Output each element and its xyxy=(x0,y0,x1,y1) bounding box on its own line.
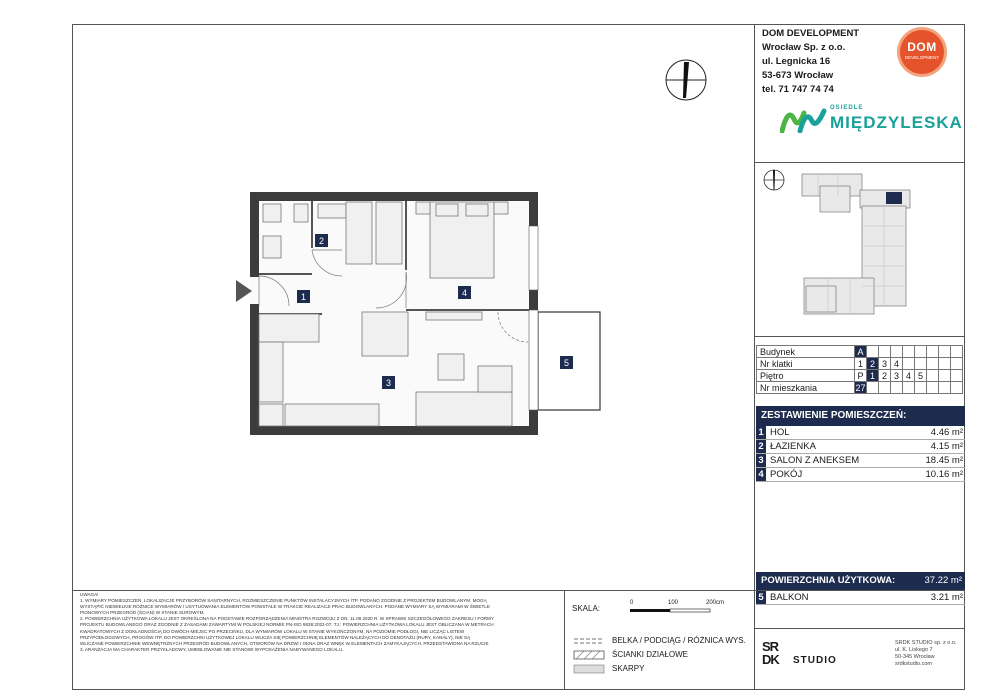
building-key-plan xyxy=(758,166,963,334)
room-number: 2 xyxy=(756,440,766,453)
notes-heading: UWAGA! xyxy=(80,592,99,597)
room-number: 3 xyxy=(756,454,766,467)
note-line: 3. ARANŻACJA MA CHARAKTER PRZYKŁADOWY, UMEBLOWANIE NIE STANOWI WYPOSAŻENIA NABYWANEGO LOKALU. xyxy=(80,646,344,652)
room-name: SALON Z ANEKSEM xyxy=(770,455,860,466)
floor-value: 5 xyxy=(915,370,927,382)
plan-label-2: 2 xyxy=(318,236,325,246)
header-divider xyxy=(754,162,965,163)
company-phone: tel. 71 747 74 74 xyxy=(762,84,834,95)
srdk-logo: SR DK xyxy=(762,639,779,667)
apartment-info-table xyxy=(756,345,963,394)
footer-divider-v xyxy=(564,590,565,690)
osiedle-small-text: OSIEDLE xyxy=(830,105,864,111)
room-number: 1 xyxy=(756,426,766,439)
scale-tick: 200cm xyxy=(706,600,725,606)
balcony-row xyxy=(756,591,965,605)
scale-block xyxy=(572,604,600,613)
balcony-name: BALKON xyxy=(770,592,809,603)
beam-legend-icon xyxy=(572,636,606,646)
room-row xyxy=(756,426,965,440)
building-label: Budynek xyxy=(757,346,855,358)
rooms-summary-title: ZESTAWIENIE POMIESZCZEŃ: xyxy=(756,406,965,426)
room-row xyxy=(756,454,965,468)
stair-value: 4 xyxy=(891,358,903,370)
osiedle-name: MIĘDZYLESKA xyxy=(830,113,963,132)
studio-address-line: srdkstudio.com xyxy=(895,661,932,667)
partition-legend-icon xyxy=(572,650,606,660)
keyplan-apartment-highlight xyxy=(886,192,902,204)
room-area: 4.46 m² xyxy=(930,427,963,438)
legend-partition: ŚCIANKI DZIAŁOWE xyxy=(612,650,689,659)
building-value: A xyxy=(855,346,867,358)
reveal-legend-icon xyxy=(572,664,606,674)
compass-icon xyxy=(664,58,708,102)
usable-area-value: 37.22 m² xyxy=(924,575,962,586)
floor-value: 3 xyxy=(891,370,903,382)
plan-label-3: 3 xyxy=(385,378,392,388)
room-area: 18.45 m² xyxy=(925,455,963,466)
balcony-area: 3.21 m² xyxy=(930,592,963,603)
usable-area-label: POWIERZCHNIA UŻYTKOWA: xyxy=(761,575,896,586)
scale-tick: 0 xyxy=(630,600,634,606)
studio-address xyxy=(895,640,956,668)
room-name: ŁAZIENKA xyxy=(770,441,816,452)
scale-tick: 100 xyxy=(668,600,679,606)
note-line: 2. POWIERZCHNIA UŻYTKOWA LOKALU JEST OKREŚLONA NA PODSTAWIE ROZPORZĄDZENIA MINISTRA ROZWOJU Z DN. 11.09.2020 R. W SPRAWIE SZCZEGÓŁOWEGO ZAKRESU I FORMY xyxy=(80,616,495,622)
usable-area-total xyxy=(756,572,965,590)
floor-value-selected: 1 xyxy=(867,370,879,382)
note-line: PROJEKTU BUDOWLANEGO ORAZ ZGODNIE Z ZASADAMI ZAWARTYMI W POLSKIEJ NORMIE PN-ISO 9836:2022-07, TJ.: POWIERZCHNIA UŻYTKOWA LOKALU JEST OBLICZANA W METRACH xyxy=(80,622,494,628)
wave-logo-icon xyxy=(780,105,828,133)
room-area: 10.16 m² xyxy=(925,469,963,480)
legend-reveal: SKARPY xyxy=(612,664,645,673)
scale-label: SKALA: xyxy=(572,604,601,613)
company-name: DOM DEVELOPMENT xyxy=(762,28,860,39)
note-line: KWADRATOWYCH Z DOKŁADNOŚCIĄ DO DWÓCH MIEJSC PO PRZECINKU, DLA WYMIARÓW LOKALU W STANIE WYKOŃCZONYM, NA POZIOMIE PODŁOGI, NIE LICZĄC LISTEW xyxy=(80,628,465,634)
note-line: 1. WYMIARY POMIESZCZEŃ, LOKALIZACJE PRZYBORÓW SANITARNYCH, ROZMIESZCZENIE PUNKTÓW INSTALACYJNYCH ITP. PODANO ZGODNIE Z PROJEKTEM BUDOWLANYM. MOGĄ xyxy=(80,598,487,604)
note-line: PIONOWYCH PRZEGRÓD (ŚCIAN) W STANIE SUROWYM. xyxy=(80,610,205,616)
room-area: 4.15 m² xyxy=(930,441,963,452)
note-line: WLICZANE POWIERZCHNIE WEWNĘTRZNYCH PRZEGRÓD BUDOWLANYCH, OTWORÓW NA DRZWI I OKNA ORAZ WNĘK W ELEMENTACH ZAMYKAJĄCYCH. PRZEDSTAWIONA NA RZUCIE xyxy=(80,640,489,646)
stair-value-selected: 2 xyxy=(867,358,879,370)
company-street: ul. Legnicka 16 xyxy=(762,56,831,67)
floor-value: 2 xyxy=(879,370,891,382)
note-line: PRZYPODŁOGOWYCH, PROGÓW ITP. DO POWIERZCHNI UŻYTKOWEJ LOKALU WLICZA SIĘ POWIERZCHNIĘ ELEMENTÓW NALEŻĄCYCH DO DENOTAŻU (RURY, KANAŁY), NIE SĄ xyxy=(80,634,471,640)
company-entity: Wrocław Sp. z o.o. xyxy=(762,42,846,53)
studio-name: STUDIO xyxy=(793,655,837,666)
dom-logo-text: DOM xyxy=(907,40,937,54)
floor-label: Piętro xyxy=(757,370,855,382)
floor-plan xyxy=(230,190,610,440)
apartment-number-value: 27 xyxy=(855,382,866,393)
scale-bar xyxy=(630,608,730,614)
plan-label-4: 4 xyxy=(461,288,468,298)
stair-value: 1 xyxy=(855,358,867,370)
company-city: 53-673 Wrocław xyxy=(762,70,834,81)
stair-label: Nr klatki xyxy=(757,358,855,370)
entrance-arrow-icon xyxy=(236,280,252,302)
plan-label-1: 1 xyxy=(300,292,307,302)
floor-value: P xyxy=(855,370,867,382)
apartment-number-label: Nr mieszkania xyxy=(757,382,855,394)
stair-value: 3 xyxy=(879,358,891,370)
notes-block xyxy=(80,592,560,653)
keyplan-compass-icon xyxy=(764,170,784,190)
room-number: 4 xyxy=(756,468,766,481)
plan-label-5: 5 xyxy=(563,358,570,368)
studio-divider xyxy=(754,628,965,629)
dom-logo-sub: DEVELOPMENT xyxy=(904,55,939,60)
studio-address-line: SRDK STUDIO sp. z o.o. xyxy=(895,640,957,646)
room-row xyxy=(756,440,965,454)
note-line: WYSTĄPIĆ NIEWIELKIE RÓŻNICE WYMIARÓW I USYTUOWANIA ELEMENTÓW POWSTAŁE W TRAKCIE REALIZACJI PRAC BUDOWLANYCH. PODANE WYMIARY SĄ WYMIARAMI W ŚWIETLE xyxy=(80,604,490,610)
room-name: POKÓJ xyxy=(770,469,803,480)
keyplan-divider xyxy=(754,336,965,337)
balcony-number: 5 xyxy=(756,591,766,604)
studio-address-line: ul. K. Liskego 7 xyxy=(895,647,933,653)
room-name: HOL xyxy=(770,427,790,438)
studio-address-line: 50-345 Wrocław xyxy=(895,654,935,660)
legend-beam: BELKA / PODCIĄG / RÓŻNICA WYS. xyxy=(612,636,746,645)
company-block xyxy=(762,27,859,97)
dom-development-logo xyxy=(900,30,944,74)
floor-value: 4 xyxy=(903,370,915,382)
room-row xyxy=(756,468,965,482)
